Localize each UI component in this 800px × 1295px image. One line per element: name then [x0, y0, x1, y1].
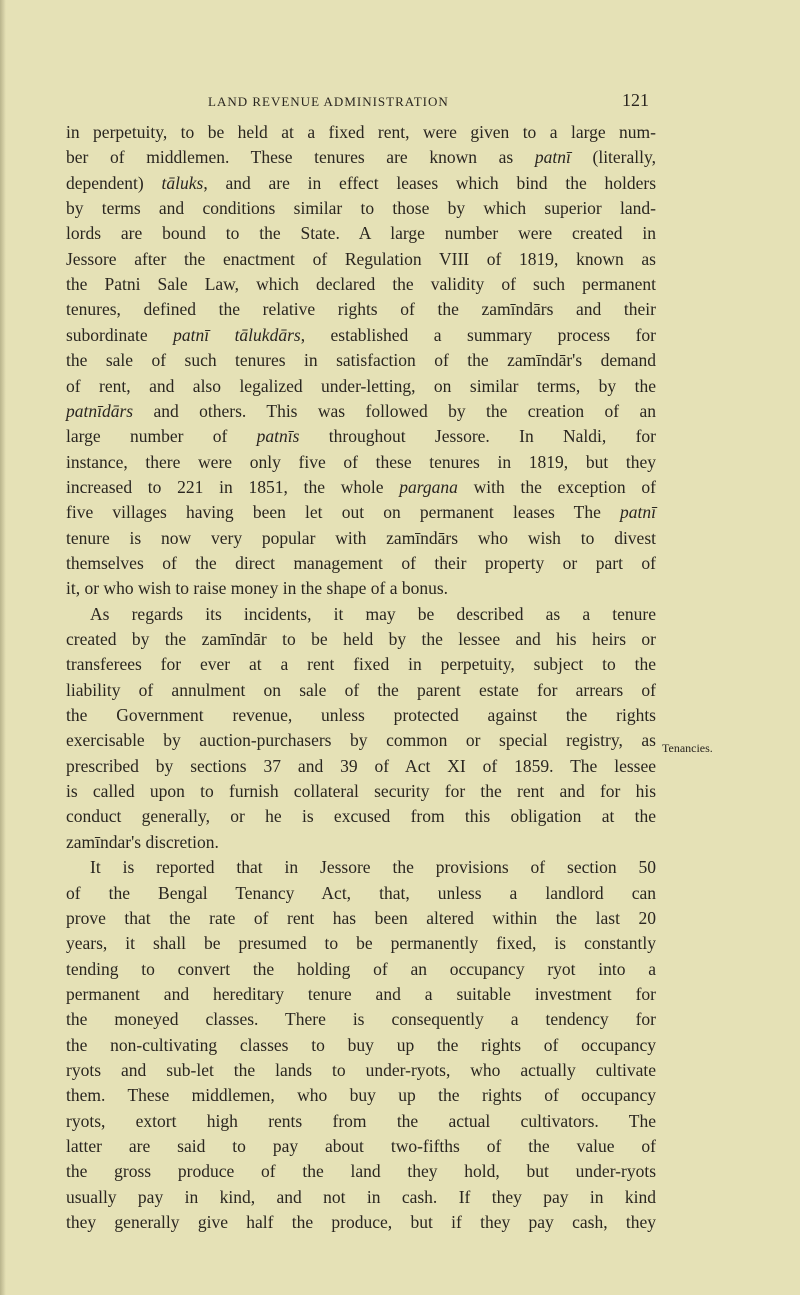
- text-line: [66, 1160, 656, 1182]
- text-segment: , established a summary process for: [300, 324, 656, 345]
- text-line: [66, 628, 656, 650]
- italic-term: patnī: [620, 502, 656, 523]
- text-line: [66, 552, 656, 574]
- text-segment: tenures, defined the relative rights of the zamīndārs and their: [66, 299, 656, 320]
- text-line: [66, 1084, 656, 1106]
- text-segment: It is reported that in Jessore the provisions of section 50: [90, 857, 656, 878]
- text-line: [66, 425, 656, 447]
- text-segment: zamīndar's discretion.: [66, 831, 219, 852]
- text-segment: throughout Jessore. In Naldi, for: [299, 426, 656, 447]
- text-line: [66, 172, 656, 194]
- text-segment: it, or who wish to raise money in the shape of a bonus.: [66, 578, 449, 599]
- text-segment: ber of middlemen. These tenures are known as: [66, 147, 535, 168]
- text-segment: instance, there were only five of these tenures in 1819, but they: [66, 451, 656, 472]
- text-segment: permanent and hereditary tenure and a suitable investment for: [66, 983, 656, 1004]
- text-line: [66, 704, 656, 726]
- text-line: [66, 476, 656, 498]
- text-line: [66, 907, 656, 929]
- running-title: LAND REVENUE ADMINISTRATION: [208, 94, 449, 109]
- text-segment: the sale of such tenures in satisfaction of the zamīndār's demand: [66, 350, 656, 371]
- italic-term: patnī tālukdārs: [173, 324, 301, 345]
- text-segment: large number of: [66, 426, 257, 447]
- text-segment: is called upon to furnish collateral security for the rent and for his: [66, 781, 656, 802]
- text-segment: the Patni Sale Law, which declared the validity of such permanent: [66, 274, 656, 295]
- text-segment: tending to convert the holding of an occupancy ryot into a: [66, 958, 656, 979]
- text-segment: prescribed by sections 37 and 39 of Act XI of 1859. The lessee: [66, 755, 656, 776]
- text-line: [66, 375, 656, 397]
- italic-term: patnīs: [256, 426, 300, 447]
- text-segment: of rent, and also legalized under-letting, on similar terms, by the: [66, 375, 656, 396]
- text-segment: subordinate: [66, 324, 174, 345]
- text-line: [66, 248, 656, 270]
- text-segment: (literally,: [570, 147, 656, 168]
- text-line: [66, 653, 656, 675]
- italic-term: patnīdārs: [66, 400, 134, 421]
- text-line: [66, 324, 656, 346]
- text-line: [66, 1008, 656, 1030]
- text-segment: prove that the rate of rent has been altered within the last 20: [66, 907, 656, 928]
- text-segment: created by the zamīndār to be held by the lessee and his heirs or: [66, 629, 656, 649]
- text-line: [66, 958, 656, 980]
- text-segment: in perpetuity, to be held at a fixed rent, were given to a large num-: [66, 122, 656, 142]
- text-segment: ryots and sub-let the lands to under-ryots, who actually cultivate: [66, 1059, 656, 1080]
- text-line: [66, 755, 656, 777]
- text-segment: dependent): [66, 172, 162, 193]
- text-line: [66, 932, 656, 954]
- page-edge-shadow: [0, 0, 6, 1295]
- italic-term: tāluks: [161, 172, 204, 193]
- text-line: [66, 349, 656, 371]
- text-line: [66, 1059, 656, 1081]
- page-number: 121: [622, 90, 649, 110]
- text-line: [66, 780, 656, 802]
- text-line: [66, 146, 656, 168]
- text-line: [66, 501, 656, 523]
- text-line: [66, 121, 656, 143]
- text-segment: lords are bound to the State. A large number were created in: [66, 223, 656, 244]
- text-segment: the non-cultivating classes to buy up the rights of occupancy: [66, 1034, 656, 1055]
- text-line: [66, 805, 656, 827]
- text-segment: years, it shall be presumed to be permanently fixed, is constantly: [66, 933, 656, 954]
- text-segment: exercisable by auction-purchasers by common or special registry, as: [66, 730, 656, 751]
- margin-note: Tenancies.: [662, 741, 713, 755]
- text-line: [66, 222, 656, 244]
- text-segment: the Government revenue, unless protected against the rights: [66, 705, 656, 726]
- text-segment: latter are said to pay about two-fifths of the value of: [66, 1136, 656, 1156]
- text-line: [66, 298, 656, 320]
- text-segment: As regards its incidents, it may be described as a tenure: [90, 603, 656, 624]
- text-line: [66, 1135, 656, 1157]
- text-line: [66, 729, 656, 751]
- text-line: [66, 856, 656, 878]
- text-segment: liability of annulment on sale of the parent estate for arrears of: [66, 679, 656, 700]
- text-segment: usually pay in kind, and not in cash. If they pay in kind: [66, 1186, 656, 1207]
- text-line: [66, 400, 656, 422]
- text-segment: and others. This was followed by the creation of an: [133, 400, 656, 421]
- text-line: [66, 527, 656, 549]
- text-segment: them. These middlemen, who buy up the rights of occupancy: [66, 1085, 656, 1106]
- text-line: [66, 1110, 656, 1132]
- text-segment: of the Bengal Tenancy Act, that, unless a landlord can: [66, 882, 656, 903]
- text-segment: they generally give half the produce, but if they pay cash, they: [66, 1212, 656, 1233]
- text-segment: with the exception of: [457, 476, 656, 497]
- text-line: [66, 197, 656, 219]
- text-line: [66, 1034, 656, 1056]
- text-segment: tenure is now very popular with zamīndārs who wish to divest: [66, 527, 656, 548]
- text-segment: Jessore after the enactment of Regulation VIII of 1819, known as: [66, 248, 656, 269]
- text-segment: ryots, extort high rents from the actual cultivators. The: [66, 1110, 656, 1131]
- text-segment: transferees for ever at a rent fixed in perpetuity, subject to the: [66, 654, 656, 675]
- text-line: [66, 983, 656, 1005]
- text-segment: conduct generally, or he is excused from this obligation at the: [66, 806, 656, 827]
- text-segment: the gross produce of the land they hold, but under-ryots: [66, 1161, 656, 1182]
- text-segment: increased to 221 in 1851, the whole: [66, 476, 400, 497]
- text-line: [66, 679, 656, 701]
- text-line: [66, 1186, 656, 1208]
- italic-term: pargana: [399, 476, 458, 497]
- text-segment: by terms and conditions similar to those by which superior land-: [66, 198, 656, 219]
- text-line: [66, 831, 656, 853]
- text-segment: themselves of the direct management of their property or part of: [66, 552, 656, 573]
- text-line: [66, 451, 656, 473]
- text-line: [66, 882, 656, 904]
- text-segment: five villages having been let out on permanent leases The: [66, 502, 621, 523]
- text-line: [66, 273, 656, 295]
- italic-term: patnī: [534, 147, 571, 168]
- text-line: [66, 603, 656, 625]
- text-line: [66, 577, 656, 599]
- text-line: [66, 1211, 656, 1233]
- text-segment: , and are in effect leases which bind the holders: [203, 172, 656, 193]
- text-segment: the moneyed classes. There is consequently a tendency for: [66, 1009, 656, 1030]
